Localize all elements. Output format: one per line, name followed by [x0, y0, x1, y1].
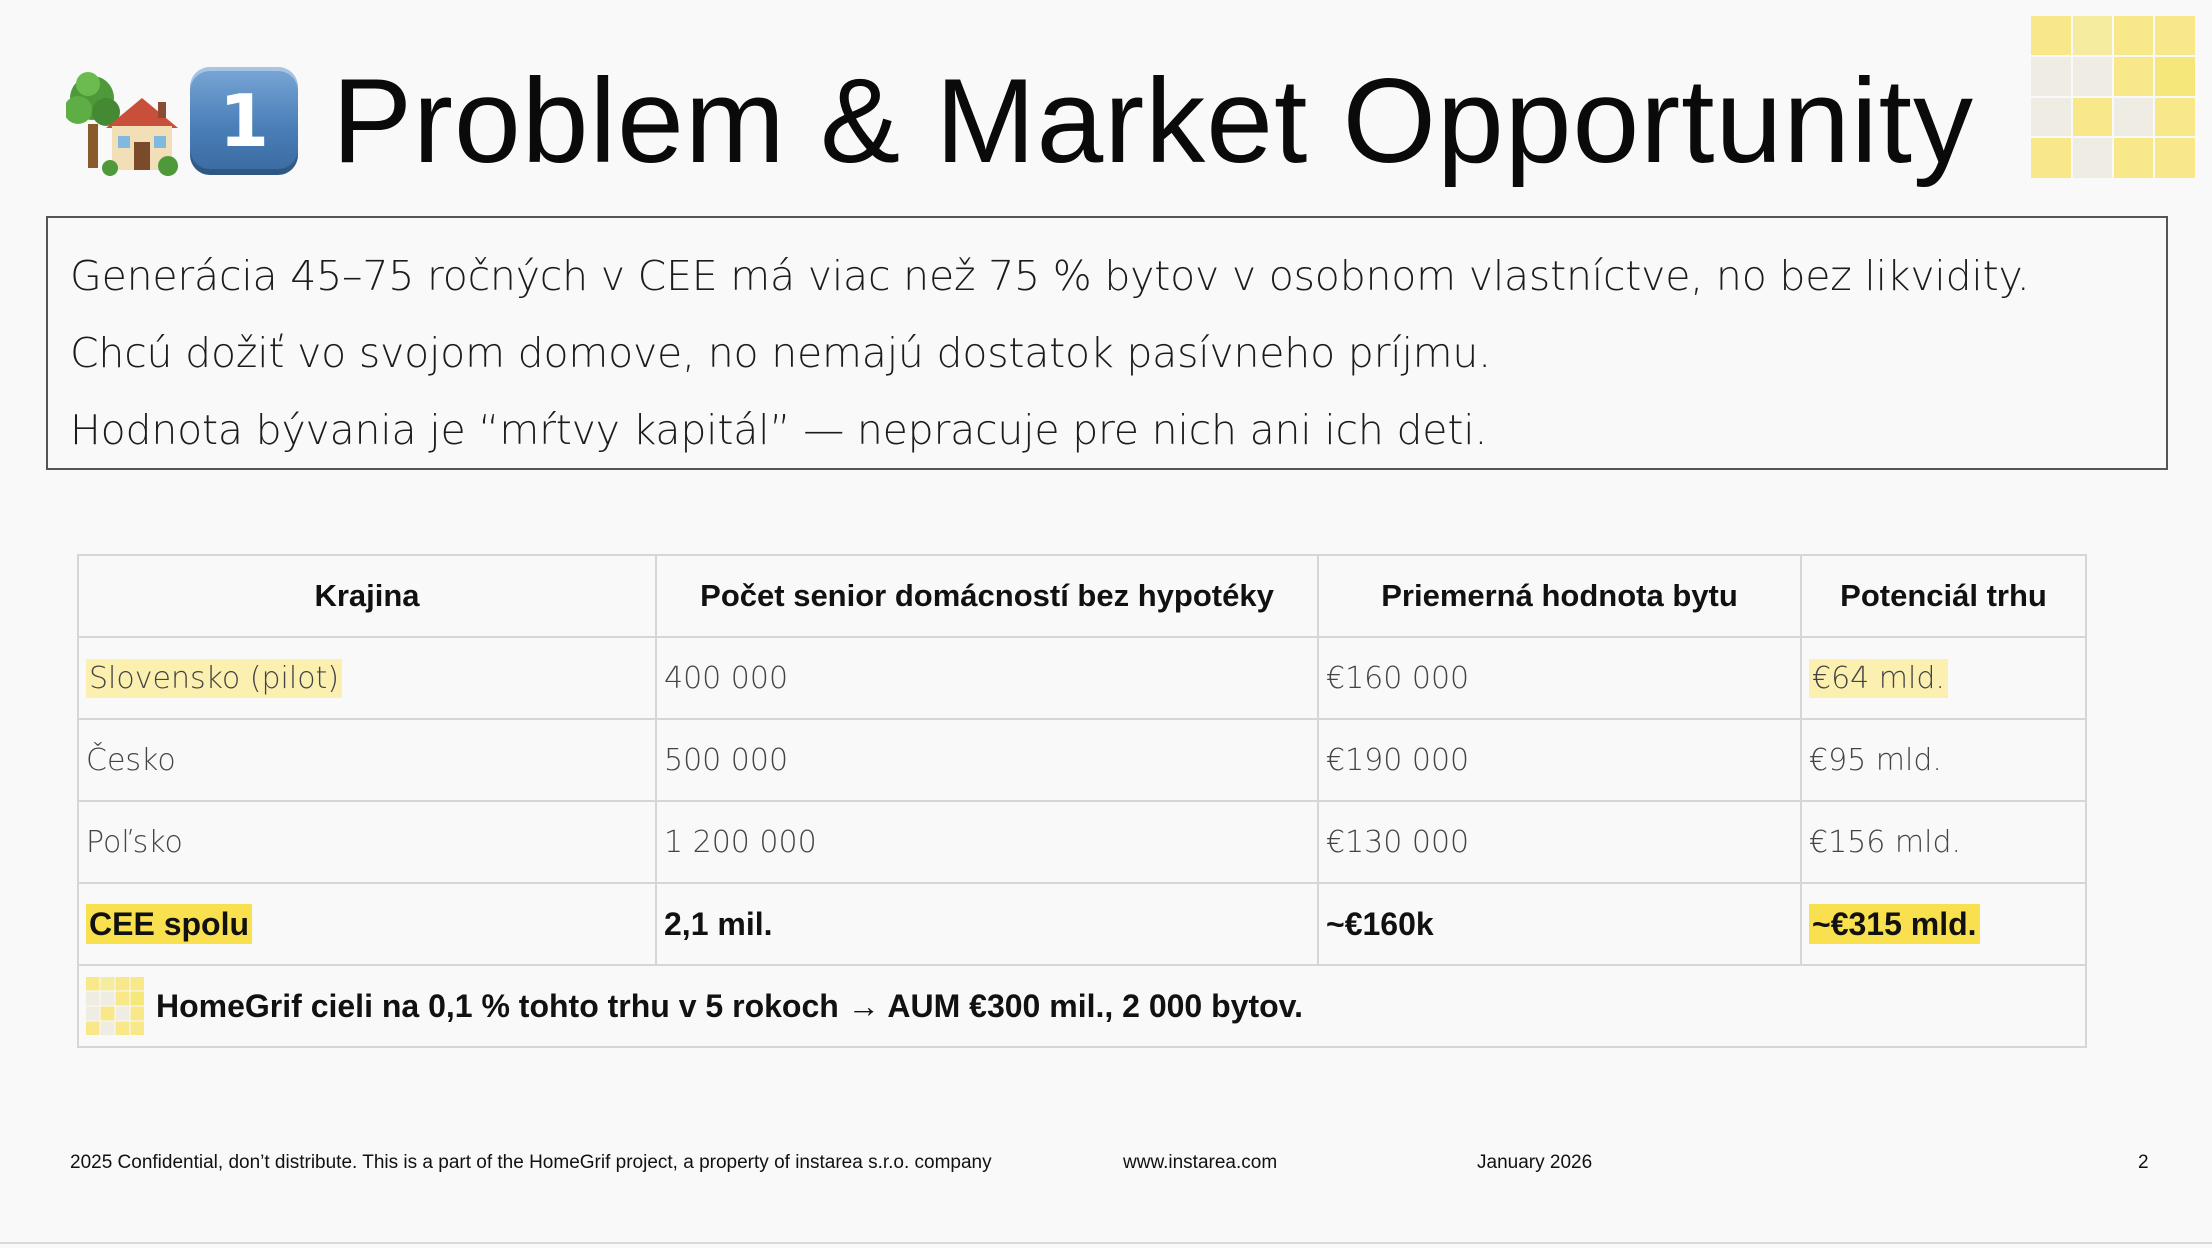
table-cell: ~€160k — [1318, 883, 1801, 965]
table-cell: 1 200 000 — [656, 801, 1318, 883]
table-row — [78, 719, 2086, 801]
potential-highlight: €64 mld. — [1809, 659, 1948, 698]
total-country-highlight: CEE spolu — [86, 904, 252, 944]
column-header: Počet senior domácností bez hypotéky — [656, 555, 1318, 637]
footer-confidential: 2025 Confidential, don’t distribute. This is a part of the HomeGrif project, a property of instarea s.r.o. company — [70, 1152, 992, 1173]
house-with-garden-icon — [66, 62, 184, 180]
keycap-one-icon — [190, 67, 298, 175]
table-cell — [1801, 883, 2086, 965]
intro-text-box — [46, 216, 2168, 470]
table-cell: €160 000 — [1318, 637, 1801, 719]
total-potential-highlight: ~€315 mld. — [1809, 904, 1980, 944]
instarea-logo-icon — [2031, 16, 2195, 178]
table-cell: Česko — [78, 719, 656, 801]
intro-line: Chcú dožiť vo svojom domove, no nemajú dostatok pasívneho príjmu. — [70, 329, 1492, 377]
table-cell: 400 000 — [656, 637, 1318, 719]
table-cell: €95 mld. — [1801, 719, 2086, 801]
footer-website-link[interactable]: www.instarea.com — [1123, 1152, 1278, 1173]
column-header: Potenciál trhu — [1801, 555, 2086, 637]
table-cell — [78, 883, 656, 965]
table-cell: Poľsko — [78, 801, 656, 883]
intro-line: Generácia 45–75 ročných v CEE má viac než 75 % bytov v osobnom vlastníctve, no bez likvidity. — [70, 252, 2030, 300]
market-table — [77, 554, 2087, 1048]
table-cell — [1801, 637, 2086, 719]
country-highlight: Slovensko (pilot) — [86, 659, 342, 698]
table-total-row — [78, 883, 2086, 965]
table-cell — [78, 637, 656, 719]
table-cell: €190 000 — [1318, 719, 1801, 801]
market-note: HomeGrif cieli na 0,1 % tohto trhu v 5 rokoch → AUM €300 mil., 2 000 bytov. — [156, 987, 1303, 1024]
slide-title-row — [66, 46, 1974, 196]
page-number: 2 — [2138, 1152, 2149, 1173]
instarea-logo-icon — [86, 977, 144, 1035]
table-row — [78, 801, 2086, 883]
note-cell — [78, 965, 2086, 1047]
column-header: Priemerná hodnota bytu — [1318, 555, 1801, 637]
column-header: Krajina — [78, 555, 656, 637]
table-cell: €130 000 — [1318, 801, 1801, 883]
table-cell: 500 000 — [656, 719, 1318, 801]
footer-date: January 2026 — [1477, 1152, 1593, 1173]
intro-line: Hodnota bývania je “mŕtvy kapitál” — nepracuje pre nich ani ich deti. — [70, 406, 1488, 454]
table-cell: 2,1 mil. — [656, 883, 1318, 965]
bottom-divider — [0, 1242, 2212, 1244]
table-header-row — [78, 555, 2086, 637]
page-title: Problem & Market Opportunity — [332, 54, 1974, 188]
table-note-row — [78, 965, 2086, 1047]
table-cell: €156 mld. — [1801, 801, 2086, 883]
table-row — [78, 637, 2086, 719]
keycap-digit: 1 — [218, 79, 270, 163]
